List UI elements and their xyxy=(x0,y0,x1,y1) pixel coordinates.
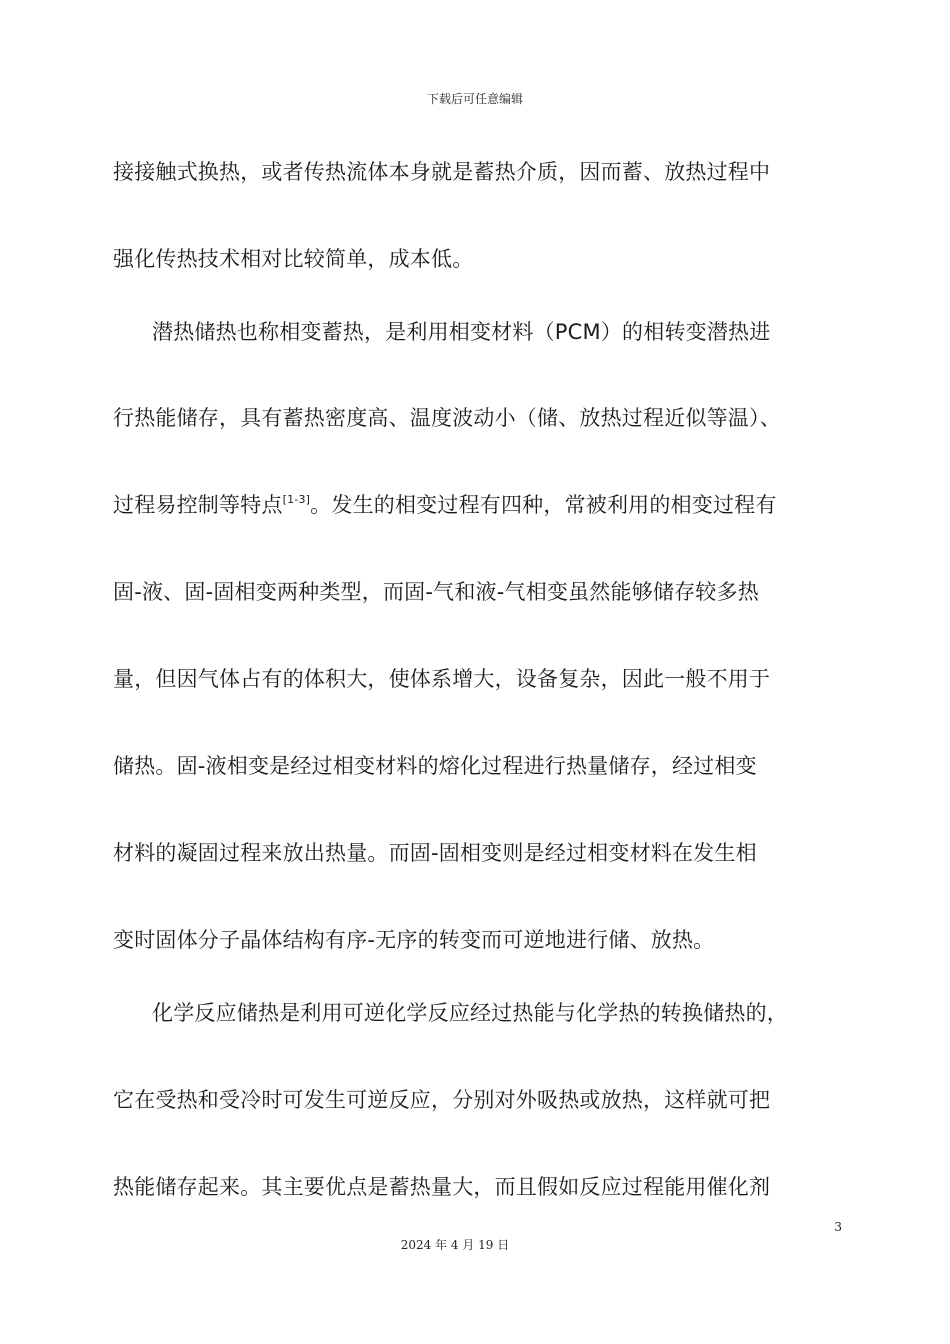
text-line: 量，但因气体占有的体积大，使体系增大，设备复杂，因此一般不用于 xyxy=(113,667,771,691)
text-line: 材料的凝固过程来放出热量。而固-固相变则是经过相变材料在发生相 xyxy=(113,841,757,865)
text-line: 固-液、固-固相变两种类型，而固-气和液-气相变虽然能够储存较多热 xyxy=(113,580,759,604)
paragraph-first-line: 化学反应储热是利用可逆化学反应经过热能与化学热的转换储热的， xyxy=(152,1001,788,1025)
text-line: 接接触式换热，或者传热流体本身就是蓄热介质，因而蓄、放热过程中 xyxy=(113,160,771,184)
page-header: 下载后可任意编辑 xyxy=(426,92,523,106)
footer-date: 2024 年 4 月 19 日 xyxy=(400,1238,510,1252)
citation-reference: [1-3] xyxy=(282,493,311,506)
text-line-with-citation xyxy=(113,483,777,527)
paragraph-first-line: 潜热储热也称相变蓄热，是利用相变材料（PCM）的相转变潜热进 xyxy=(152,320,771,344)
text-line: 热能储存起来。其主要优点是蓄热量大，而且假如反应过程能用催化剂 xyxy=(113,1175,771,1199)
text-line: 行热能储存，具有蓄热密度高、温度波动小（储、放热过程近似等温）、 xyxy=(113,406,781,430)
text-line: 强化传热技术相对比较简单，成本低。 xyxy=(113,247,474,271)
text-line: 它在受热和受冷时可发生可逆反应，分别对外吸热或放热，这样就可把 xyxy=(113,1088,771,1112)
page-number: 3 xyxy=(834,1220,842,1234)
text-line: 储热。固-液相变是经过相变材料的熔化过程进行热量储存，经过相变 xyxy=(113,754,757,778)
text-segment: 。发生的相变过程有四种，常被利用的相变过程有 xyxy=(310,493,777,517)
text-segment: 过程易控制等特点 xyxy=(113,493,283,517)
text-line: 变时固体分子晶体结构有序-无序的转变而可逆地进行储、放热。 xyxy=(113,928,715,952)
